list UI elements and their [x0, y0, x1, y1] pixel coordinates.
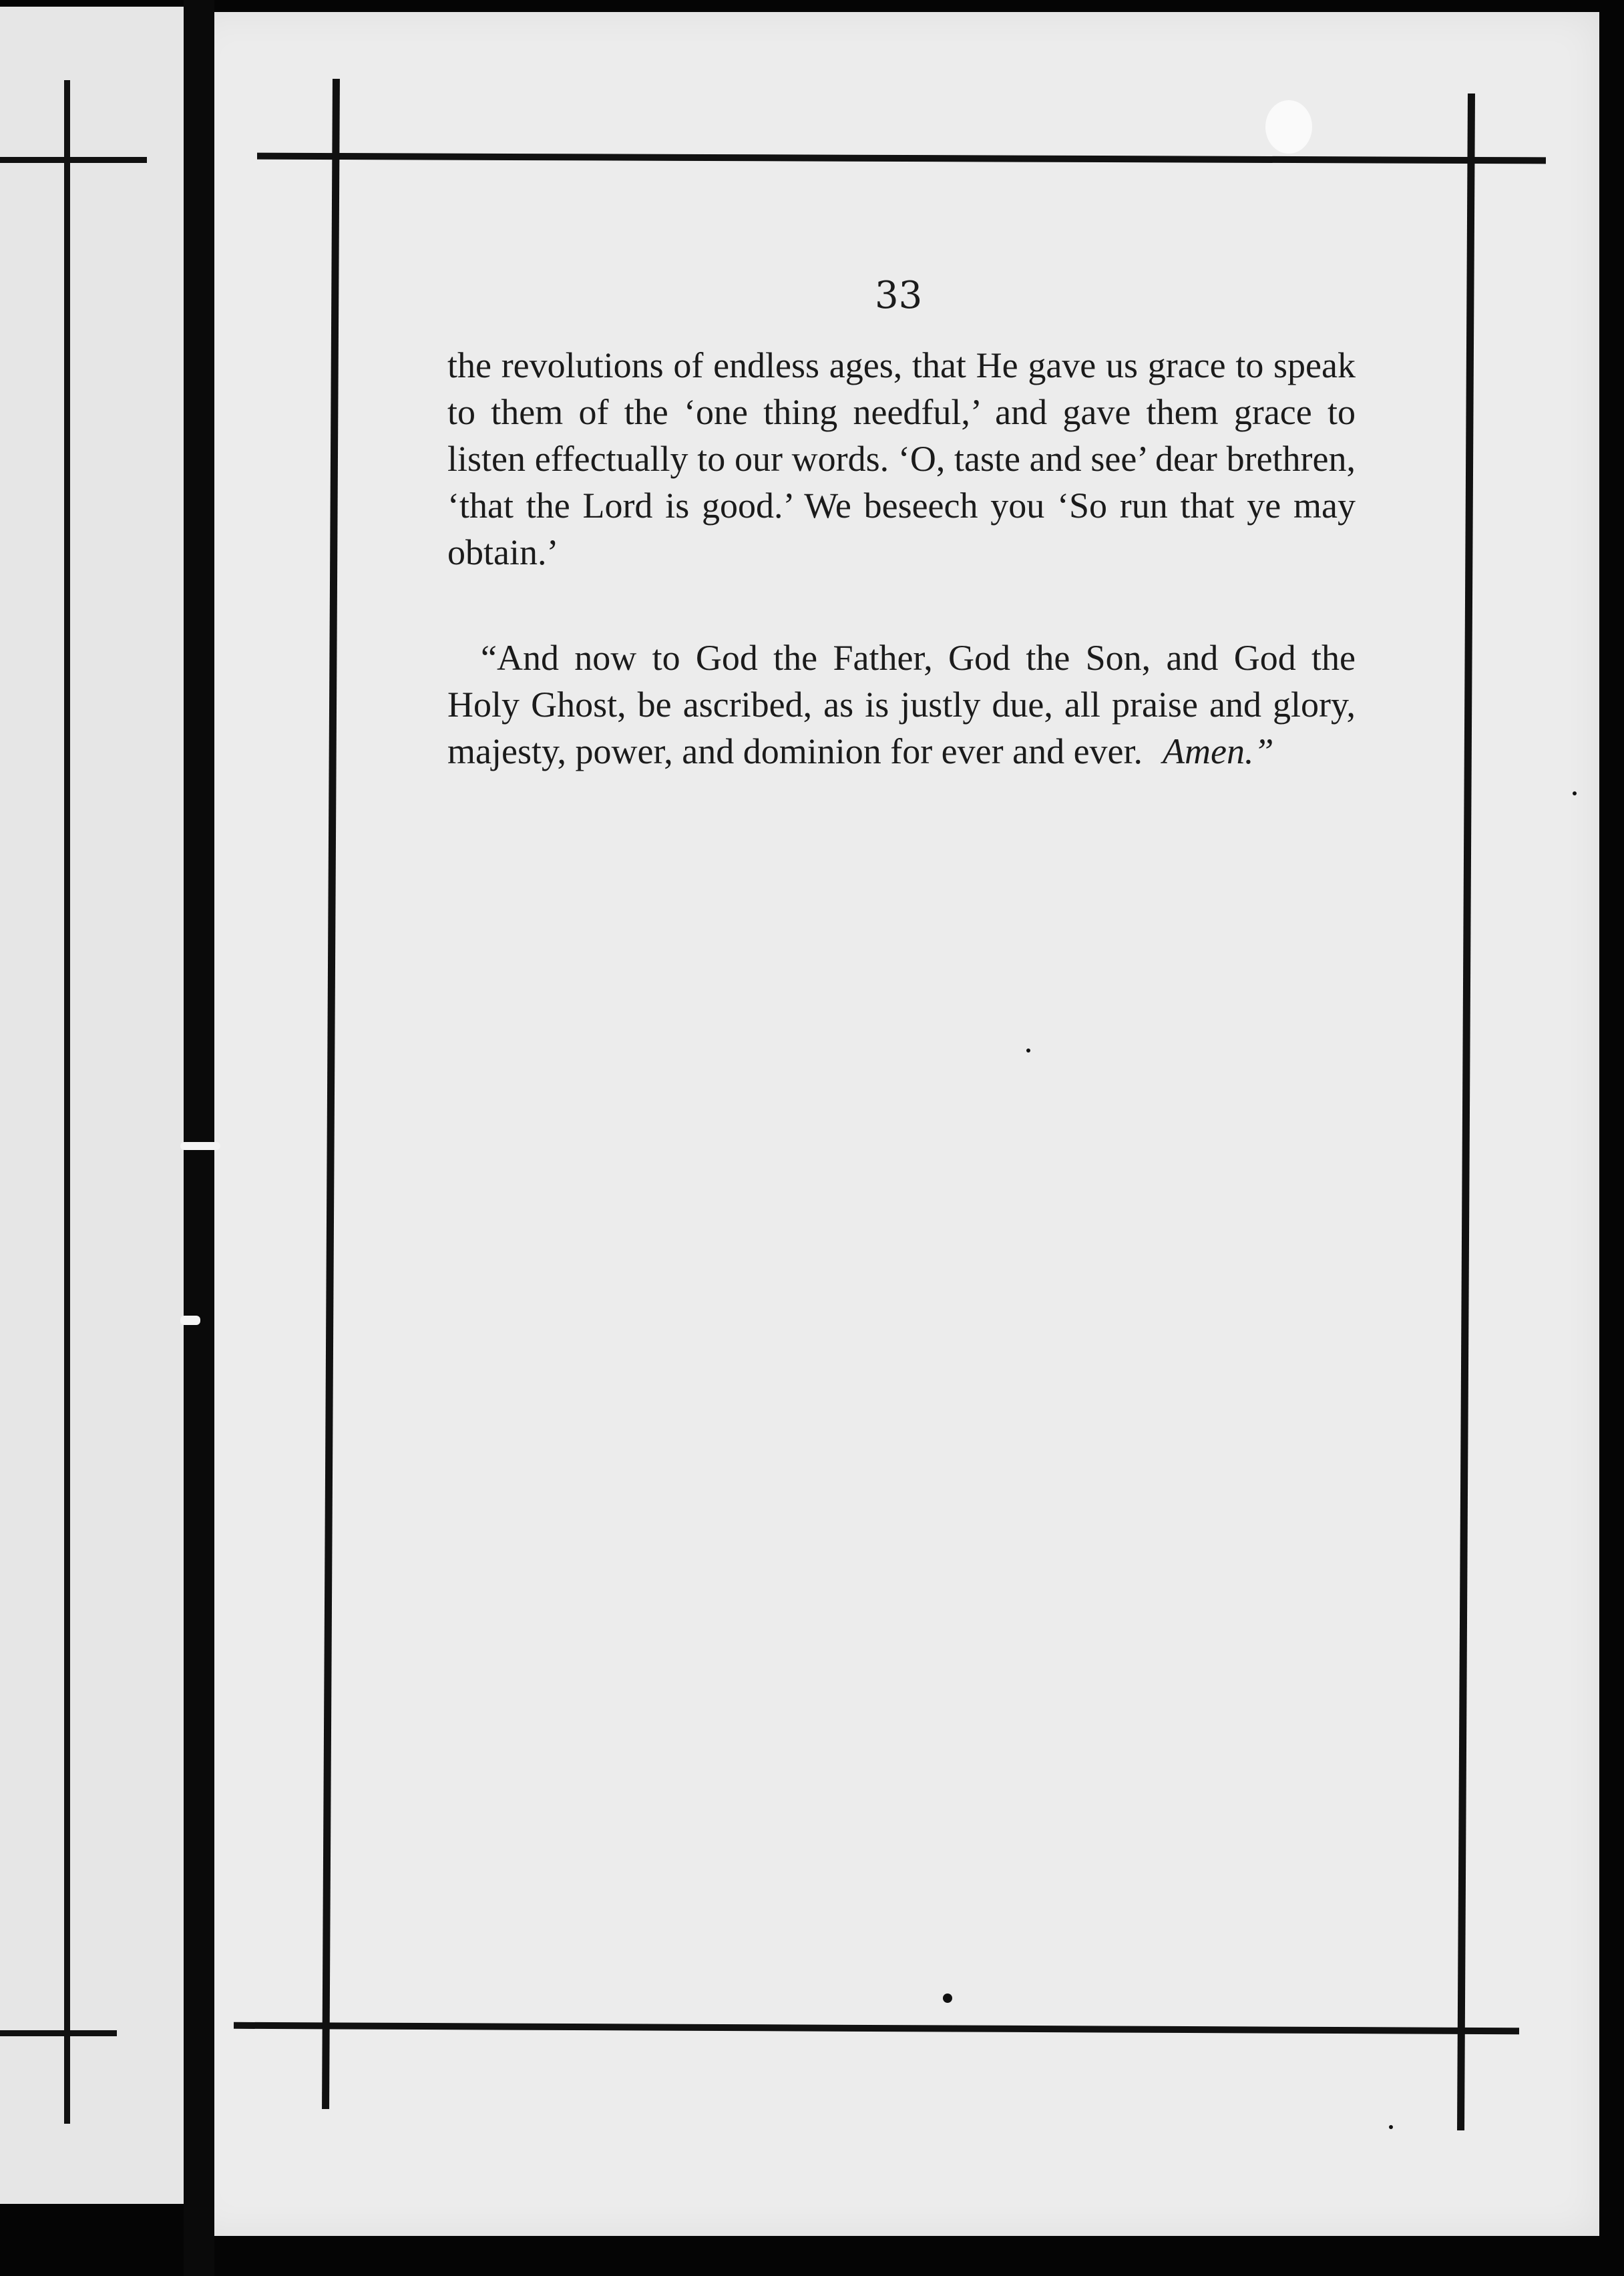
doxology-text: “And now to God the Father, God the Son, and God the Holy Ghost, be ascribed, as is justly due, all praise and glory, majesty, power, and dominion for ever and ever.	[447, 638, 1356, 771]
ink-speck	[943, 1994, 952, 2003]
page-gutter	[184, 0, 214, 2276]
paper-blemish	[180, 1316, 200, 1325]
page-number: 33	[875, 274, 923, 317]
previous-page-edge	[0, 7, 197, 2204]
amen-text: Amen.”	[1163, 731, 1274, 771]
ink-speck	[1389, 2125, 1393, 2129]
left-page-top-rule	[0, 157, 147, 163]
ink-speck	[1026, 1049, 1030, 1053]
doxology-paragraph	[447, 634, 1356, 775]
ink-speck	[1573, 791, 1577, 795]
left-page-bottom-rule	[0, 2030, 117, 2036]
left-page-vertical-rule	[64, 80, 70, 2124]
body-paragraph-1: the revolutions of endless ages, that He gave us grace to speak to them of the ‘one thing needful,’ and gave them grace to listen effectually to our words. ‘O, taste and see’ dear brethren, ‘that the Lord is good.’ We beseech you ‘So run that ye may obtain.’	[447, 345, 1356, 572]
paper-blemish	[1265, 100, 1312, 154]
paper-blemish	[180, 1142, 220, 1150]
